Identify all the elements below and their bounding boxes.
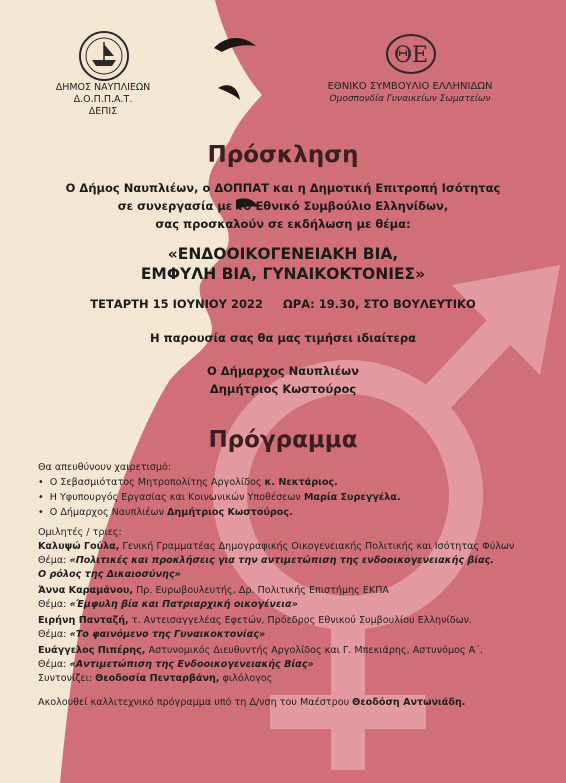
theme-line-2: ΕΜΦΥΛΗ ΒΙΑ, ΓΥΝΑΙΚΟΚΤΟΝΙΕΣ»: [140, 265, 426, 283]
speaker-entry: Καλυψώ Γούλα, Γενική Γραμματέας Δημογραφικής Οικογενειακής Πολιτικής και Ισότητας Φύλων Θέμα: «Πολιτικές και προκλήσεις για την αντιμετώπιση της ενδοοικογενειακής βίας. Ο ρόλος της Δικαιοσύνης»: [38, 541, 515, 580]
council-title: ΕΘΝΙΚΟ ΣΥΜΒΟΥΛΙΟ ΕΛΛΗΝΙΔΩΝ: [327, 81, 493, 92]
intro-line-1: Ο Δήμος Ναυπλιέων, ο ΔΟΠΠΑΤ και η Δημοτική Επιτροπή Ισότητας: [65, 181, 501, 195]
municipality-line-3: ΔΕΠΙΣ: [88, 106, 118, 117]
intro-line-3: σας προσκαλούν σε εκδήλωση με θέμα:: [155, 217, 411, 231]
intro-line-2: σε συνεργασία με το Εθνικό Συμβούλιο Ελληνίδων,: [117, 199, 449, 213]
municipality-name: [48, 82, 158, 118]
greetings-heading: Θα απευθύνουν χαιρετισμό:: [38, 462, 172, 473]
municipality-line-2: Δ.Ο.Π.Π.Α.Τ.: [73, 94, 133, 105]
municipality-line-1: ΔΗΜΟΣ ΝΑΥΠΛΙΕΩΝ: [55, 82, 151, 93]
municipality-logo: [78, 30, 130, 82]
signature-name: Δημήτριος Κωστούρος: [209, 382, 357, 396]
event-date-time: ΤΕΤΑΡΤΗ 15 ΙΟΥΝΙΟΥ 2022 ΩΡΑ: 19.30, ΣΤΟ ΒΟΥΛΕΥΤΙΚΟ: [90, 297, 476, 311]
council-subtitle: Ομοσπονδία Γυναικείων Σωματείων: [329, 94, 491, 104]
signature-role: Ο Δήμαρχος Ναυπλιέων: [207, 364, 359, 378]
theme-line-1: «ΕΝΔΟΟΙΚΟΓΕΝΕΙΑΚΗ ΒΙΑ,: [167, 245, 399, 263]
council-logo: [385, 32, 437, 76]
speaker-entry: Άννα Καραμάνου, Πρ. Ευρωβουλευτής, Δρ. Πολιτικής Επιστήμης ΕΚΠΑ Θέμα: «Έμφυλη βία και Πατριαρχική οικογένεια»: [38, 585, 389, 610]
greeting-item: • Ο Δήμαρχος Ναυπλιέων Δημήτριος Κωστούρος.: [38, 507, 293, 518]
program-body: [38, 461, 548, 710]
speaker-entry: Ευάγγελος Πιπέρης, Αστυνομικός Διευθυντής Αργολίδος και Γ. Μπεκιάρης, Αστυνόμος Α΄. Θέμα: «Αντιμετώπιση της Ενδοοικογενειακής Βίας»: [38, 645, 484, 670]
council-name: [305, 80, 515, 106]
svg-text:ΘΕ: ΘΕ: [393, 43, 429, 68]
program-title: Πρόγραμμα: [208, 427, 358, 453]
invitation-title: Πρόσκληση: [207, 142, 359, 168]
greeting-item: • Η Υφυπουργός Εργασίας και Κοινωνικών Υποθέσεων Μαρία Συρεγγέλα.: [38, 492, 401, 503]
coordinator-line: Συντονίζει: Θεοδοσία Πενταρβάνη, φιλόλογος: [38, 673, 273, 684]
speakers-heading: Ομιλητές / τριες:: [38, 527, 122, 538]
presence-note: Η παρουσία σας θα μας τιμήσει ιδιαίτερα: [150, 331, 416, 345]
greeting-item: • Ο Σεβασμιότατος Μητροπολίτης Αργολίδος κ. Νεκτάριος.: [38, 477, 338, 488]
closing-line: Ακολουθεί καλλιτεχνικό πρόγραμμα υπό τη Δ/νση του Μαέστρου Θεοδόση Αντωνιάδη.: [38, 697, 466, 708]
speaker-entry: Ειρήνη Πανταζή, τ. Αντεισαγγελέας Εφετών, Πρόεδρος Εθνικού Συμβουλίου Ελληνίδων. Θέμα: «Το φαινόμενο της Γυναικοκτονίας»: [38, 615, 473, 640]
